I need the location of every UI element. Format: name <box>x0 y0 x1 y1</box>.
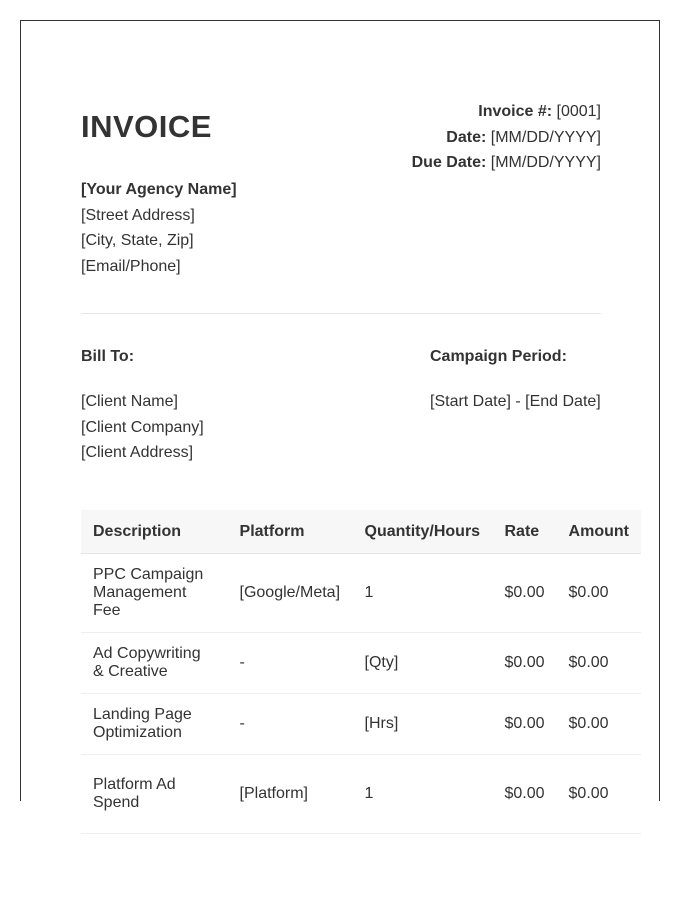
cell-amount: $0.00 <box>557 755 641 834</box>
cell-platform: - <box>228 694 353 755</box>
cell-quantity: [Hrs] <box>353 694 493 755</box>
campaign-period-block <box>430 347 601 415</box>
cell-platform: - <box>228 633 353 694</box>
cell-rate: $0.00 <box>492 755 556 834</box>
line-items-table <box>81 510 641 834</box>
header-platform: Platform <box>228 510 353 554</box>
agency-city: [City, State, Zip] <box>81 232 194 249</box>
client-address: [Client Address] <box>81 444 194 461</box>
agency-street: [Street Address] <box>81 206 195 224</box>
table-header-row <box>81 510 641 554</box>
cell-quantity: [Qty] <box>353 633 493 694</box>
invoice-number-line <box>412 99 601 125</box>
cell-description: Platform Ad Spend <box>81 755 228 834</box>
table-row <box>81 554 641 633</box>
cell-description: Landing Page Optimization <box>81 694 228 755</box>
bill-to-block <box>81 347 204 466</box>
cell-quantity: 1 <box>353 554 493 633</box>
invoice-date-value: [MM/DD/YYYY] <box>490 128 601 146</box>
invoice-number-label: Invoice #: <box>478 103 553 120</box>
client-name: [Client Name] <box>81 393 178 410</box>
invoice-due-label: Due Date: <box>411 154 487 171</box>
header-description: Description <box>81 510 228 554</box>
table-row <box>81 755 641 834</box>
cell-amount: $0.00 <box>557 694 641 755</box>
campaign-period-range: [Start Date] - [End Date] <box>430 393 601 410</box>
agency-block <box>81 177 237 279</box>
cell-rate: $0.00 <box>492 554 556 633</box>
cell-rate: $0.00 <box>492 694 556 755</box>
cell-platform: [Google/Meta] <box>228 554 353 633</box>
bill-to-label: Bill To: <box>81 348 135 365</box>
campaign-period-label: Campaign Period: <box>430 348 567 365</box>
invoice-page <box>20 20 660 811</box>
invoice-date-line <box>412 125 601 151</box>
invoice-due-value: [MM/DD/YYYY] <box>490 154 601 171</box>
agency-contact: [Email/Phone] <box>81 257 181 275</box>
table-row <box>81 694 641 755</box>
cell-description: PPC Campaign Management Fee <box>81 554 228 633</box>
cell-amount: $0.00 <box>557 554 641 633</box>
header-rate: Rate <box>492 510 556 554</box>
header-amount: Amount <box>557 510 641 554</box>
table-row <box>81 633 641 694</box>
invoice-date-label: Date: <box>446 128 487 146</box>
client-company: [Client Company] <box>81 418 204 436</box>
invoice-due-line <box>412 150 601 176</box>
invoice-meta <box>412 99 601 176</box>
header-divider <box>81 313 601 314</box>
invoice-number-value: [0001] <box>556 103 601 120</box>
cell-quantity: 1 <box>353 755 493 834</box>
cell-amount: $0.00 <box>557 633 641 694</box>
cell-description: Ad Copywriting & Creative <box>81 633 228 694</box>
agency-name: [Your Agency Name] <box>81 181 237 198</box>
cell-platform: [Platform] <box>228 755 353 834</box>
page-title: INVOICE <box>81 109 212 144</box>
cell-rate: $0.00 <box>492 633 556 694</box>
header-quantity: Quantity/Hours <box>353 510 493 554</box>
